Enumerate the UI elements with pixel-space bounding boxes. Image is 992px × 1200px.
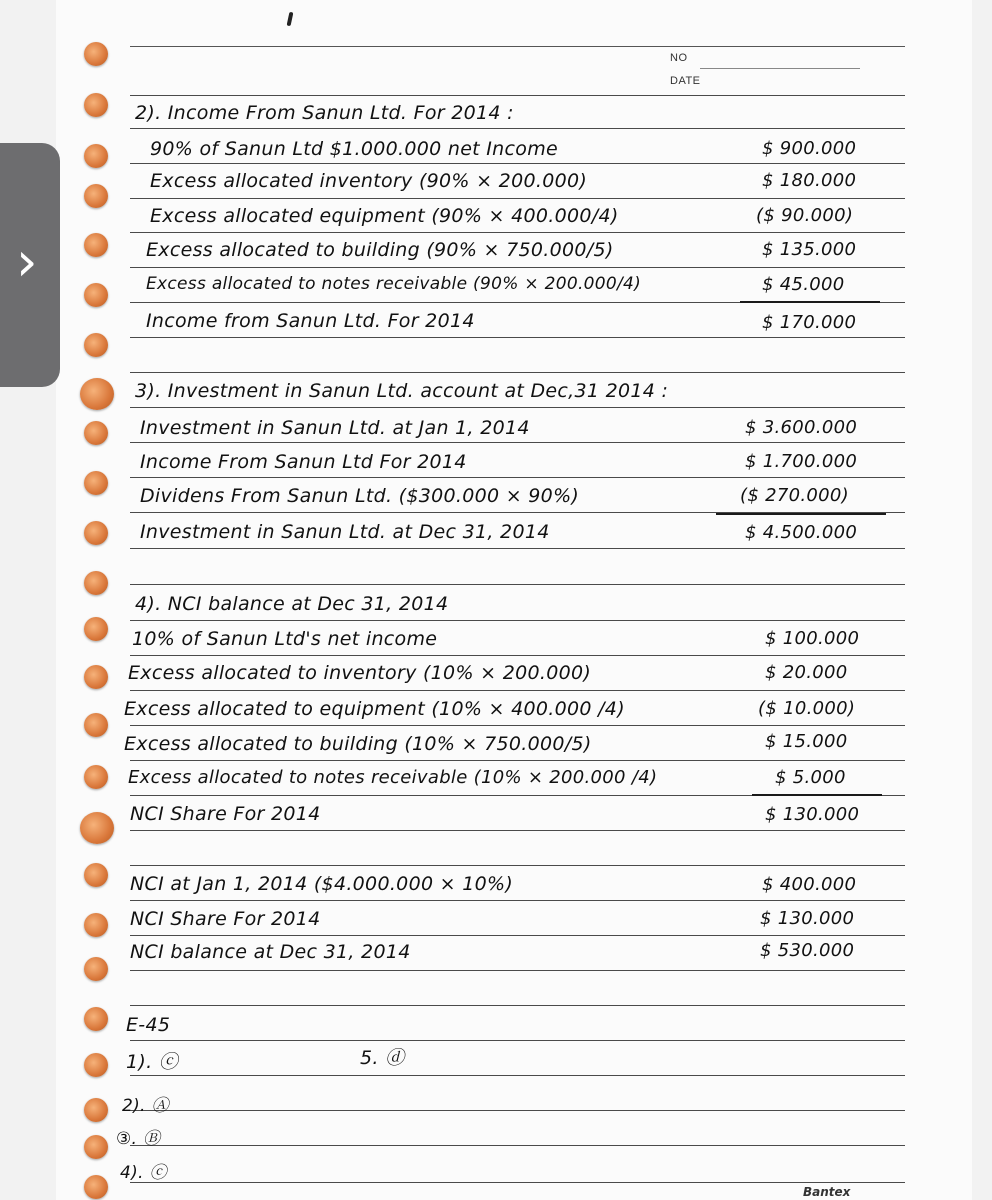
section4-row-label: Excess allocated to inventory (10% × 200.000) [128,662,592,684]
binder-hole [84,42,108,66]
sum-underline [716,513,886,515]
sum-underline [740,301,880,303]
nci-row-amount: $ 530.000 [760,940,855,961]
section4-title: 4). NCI balance at Dec 31, 2014 [135,593,449,615]
no-label: NO [670,52,688,64]
nci-row-label: NCI Share For 2014 [130,908,321,930]
ruled-line [130,95,905,96]
ruled-line [130,690,905,691]
nci-row-label: NCI at Jan 1, 2014 ($4.000.000 × 10%) [130,873,514,895]
ruled-line [130,442,905,443]
binder-hole [84,471,108,495]
binder-hole [84,144,108,168]
binder-hole [84,283,108,307]
binder-hole [84,521,108,545]
ruled-line [130,1110,905,1111]
binder-hole [80,812,114,844]
ruled-line [130,337,905,338]
section3-row-label: Income From Sanun Ltd For 2014 [140,451,467,473]
sum-underline [752,794,882,796]
ruled-line [130,372,905,373]
binder-hole [84,1007,108,1031]
section3-row-amount: ($ 270.000) [740,485,849,506]
binder-hole [84,863,108,887]
section4-row-amount: $ 20.000 [765,662,848,683]
section3-row-amount: $ 1.700.000 [745,451,858,472]
answer-item: 1). ⓒ [126,1051,179,1073]
side-panel-tab[interactable] [0,143,60,387]
ruled-line [130,1005,905,1006]
section2-row-label: Excess allocated inventory (90% × 200.000) [150,170,588,192]
section2-row-amount: $ 180.000 [762,170,857,191]
binder-hole [84,421,108,445]
notebook-brand: Bantex [803,1185,851,1199]
nci-row-amount: $ 130.000 [760,908,855,929]
binder-hole [84,233,108,257]
binder-hole [84,333,108,357]
section2-total-amount: $ 170.000 [762,312,857,333]
ruled-line [130,900,905,901]
ruled-line [130,232,905,233]
section4-total-label: NCI Share For 2014 [130,803,321,825]
section4-total-amount: $ 130.000 [765,804,860,825]
ruled-line [130,267,905,268]
binder-hole [84,1135,108,1159]
section2-row-label: Excess allocated to notes receivable (90% × 200.000/4) [146,274,642,294]
ruled-line [130,725,905,726]
answer-item: ③. Ⓑ [116,1129,161,1149]
section3-row-amount: $ 3.600.000 [745,417,858,438]
ruled-line [130,1145,905,1146]
binder-hole [84,957,108,981]
section2-row-label: Excess allocated equipment (90% × 400.000/4) [150,205,619,227]
ruled-line [130,1040,905,1041]
binder-hole [84,1053,108,1077]
ruled-line [130,865,905,866]
binder-hole [84,184,108,208]
binder-hole [84,1098,108,1122]
binder-hole [84,93,108,117]
ruled-line [130,477,905,478]
binder-hole [80,378,114,410]
ruled-line [130,1075,905,1076]
binder-hole [84,765,108,789]
ruled-line [130,584,905,585]
binder-hole [84,665,108,689]
ruled-line [130,830,905,831]
binder-hole [84,1175,108,1199]
section4-row-label: Excess allocated to building (10% × 750.000/5) [124,733,592,755]
ruled-line [130,970,905,971]
nci-row-label: NCI balance at Dec 31, 2014 [130,941,411,963]
ruled-line [130,407,905,408]
section3-row-label: Investment in Sanun Ltd. at Jan 1, 2014 [140,417,530,439]
section4-row-amount: $ 15.000 [765,731,848,752]
no-field-line [700,68,860,69]
section2-total-label: Income from Sanun Ltd. For 2014 [146,310,475,332]
section3-title: 3). Investment in Sanun Ltd. account at Dec,31 2014 : [135,380,669,402]
section2-row-amount: $ 135.000 [762,239,857,260]
ruled-line [130,655,905,656]
chevron-right-icon[interactable]: › [16,230,38,293]
answer-item: 4). ⓒ [120,1163,167,1183]
ruled-line [130,198,905,199]
section4-row-amount: $ 5.000 [775,767,846,788]
nci-row-amount: $ 400.000 [762,874,857,895]
ruled-line [130,128,905,129]
section3-total-amount: $ 4.500.000 [745,522,858,543]
section3-total-label: Investment in Sanun Ltd. at Dec 31, 2014 [140,521,550,543]
ruled-line [130,548,905,549]
section4-row-amount: $ 100.000 [765,628,860,649]
ruled-line [130,935,905,936]
ruled-line [130,620,905,621]
ruled-line [130,760,905,761]
section2-row-label: 90% of Sanun Ltd $1.000.000 net Income [150,138,558,160]
binder-hole [84,617,108,641]
section2-row-amount: $ 45.000 [762,274,845,295]
ruled-line [130,163,905,164]
section4-row-label: Excess allocated to notes receivable (10% × 200.000 /4) [128,767,658,788]
binder-hole [84,913,108,937]
section3-row-label: Dividens From Sanun Ltd. ($300.000 × 90%) [140,485,580,507]
binder-hole [84,571,108,595]
ruled-line [130,46,905,47]
answers-title: E-45 [126,1014,171,1036]
date-label: DATE [670,75,701,87]
section2-row-amount: ($ 90.000) [756,205,854,226]
section2-row-label: Excess allocated to building (90% × 750.000/5) [146,239,614,261]
binder-hole [84,713,108,737]
answer-item: 2). Ⓐ [122,1096,169,1116]
section2-row-amount: $ 900.000 [762,138,857,159]
section2-title: 2). Income From Sanun Ltd. For 2014 : [135,102,514,124]
answer-item-extra: 5. ⓓ [360,1047,405,1069]
section4-row-label: Excess allocated to equipment (10% × 400.000 /4) [124,698,625,720]
ruled-line [130,1182,905,1183]
section4-row-amount: ($ 10.000) [758,698,856,719]
section4-row-label: 10% of Sanun Ltd's net income [132,628,438,650]
